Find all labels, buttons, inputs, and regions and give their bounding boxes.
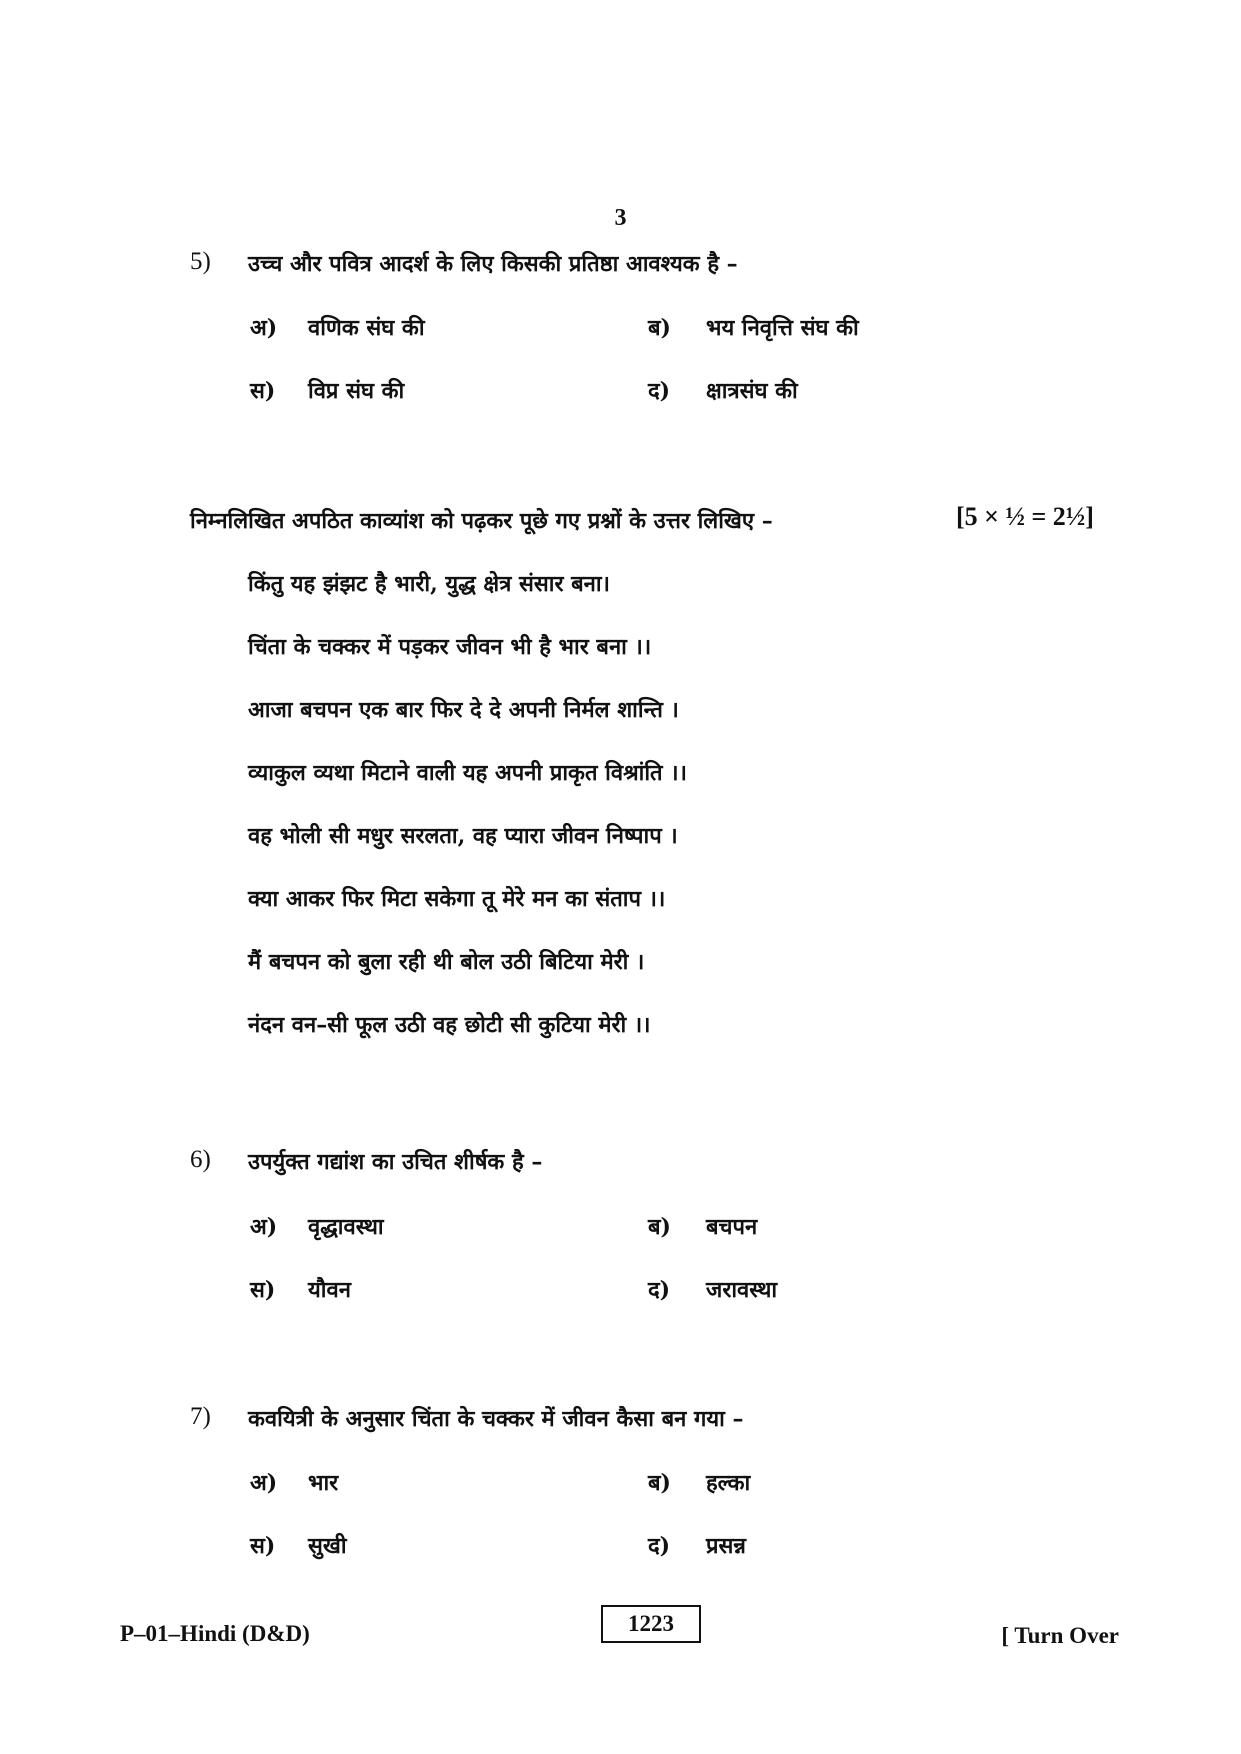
question-7-text: कवयित्री के अनुसार चिंता के चक्कर में जीवन कैसा बन गया – [248, 1406, 744, 1432]
poem-line: नंदन वन–सी फूल उठी वह छोटी सी कुटिया मेरी ।। [248, 1012, 651, 1038]
q6-option-b-label: ब) [648, 1214, 671, 1240]
q6-option-a-label: अ) [250, 1214, 278, 1240]
q7-option-b-label: ब) [648, 1470, 671, 1496]
q7-option-d-label: द) [648, 1533, 671, 1559]
q6-option-c-label: स) [250, 1277, 276, 1303]
poem-line: चिंता के चक्कर में पड़कर जीवन भी है भार बना ।। [248, 634, 652, 660]
poem-line: व्याकुल व्यथा मिटाने वाली यह अपनी प्राकृत विश्रांति ।। [248, 760, 687, 786]
poem-line: मैं बचपन को बुला रही थी बोल उठी बिटिया मेरी । [248, 949, 645, 975]
question-7-number: 7) [190, 1403, 211, 1430]
passage-marks: [5 × ½ = 2½] [956, 502, 1094, 531]
q5-option-c-label: स) [250, 378, 276, 404]
question-5-text: उच्च और पवित्र आदर्श के लिए किसकी प्रतिष्ठा आवश्यक है – [248, 251, 738, 277]
q6-option-d-label: द) [648, 1277, 671, 1303]
q7-option-d-text: प्रसन्न [706, 1533, 746, 1559]
q7-option-c-text: सुखी [308, 1533, 347, 1559]
poem-line: क्या आकर फिर मिटा सकेगा तू मेरे मन का संताप ।। [248, 886, 666, 912]
q7-option-a-label: अ) [250, 1470, 278, 1496]
q7-option-a-text: भार [308, 1470, 339, 1496]
booklet-code-box: 1223 [601, 1605, 701, 1643]
q7-option-b-text: हल्का [706, 1470, 751, 1496]
q6-option-a-text: वृद्धावस्था [308, 1214, 384, 1240]
poem-line: आजा बचपन एक बार फिर दे दे अपनी निर्मल शान्ति । [248, 697, 679, 723]
q6-option-d-text: जरावस्था [706, 1277, 778, 1303]
question-5-number: 5) [190, 248, 211, 275]
passage-instruction: निम्नलिखित अपठित काव्यांश को पढ़कर पूछे गए प्रश्नों के उत्तर लिखिए – [190, 508, 773, 534]
question-6-text: उपर्युक्त गद्यांश का उचित शीर्षक है – [248, 1149, 543, 1175]
q5-option-d-label: द) [648, 378, 671, 404]
paper-code: P–01–Hindi (D&D) [120, 1621, 310, 1646]
q6-option-b-text: बचपन [706, 1214, 758, 1240]
question-6-number: 6) [190, 1146, 211, 1173]
poem-line: किंतु यह झंझट है भारी, युद्ध क्षेत्र संसार बना। [248, 571, 610, 597]
q7-option-c-label: स) [250, 1533, 276, 1559]
q5-option-c-text: विप्र संघ की [308, 378, 405, 404]
poem-line: वह भोली सी मधुर सरलता, वह प्यारा जीवन निष्पाप । [248, 823, 678, 849]
q5-option-b-text: भय निवृत्ति संघ की [706, 315, 859, 341]
q6-option-c-text: यौवन [308, 1277, 351, 1303]
turn-over-label: [ Turn Over [1001, 1623, 1119, 1648]
page-number: 3 [614, 205, 627, 231]
q5-option-d-text: क्षात्रसंघ की [706, 378, 798, 404]
q5-option-a-text: वणिक संघ की [308, 315, 425, 341]
q5-option-a-label: अ) [250, 315, 278, 341]
q5-option-b-label: ब) [648, 315, 671, 341]
